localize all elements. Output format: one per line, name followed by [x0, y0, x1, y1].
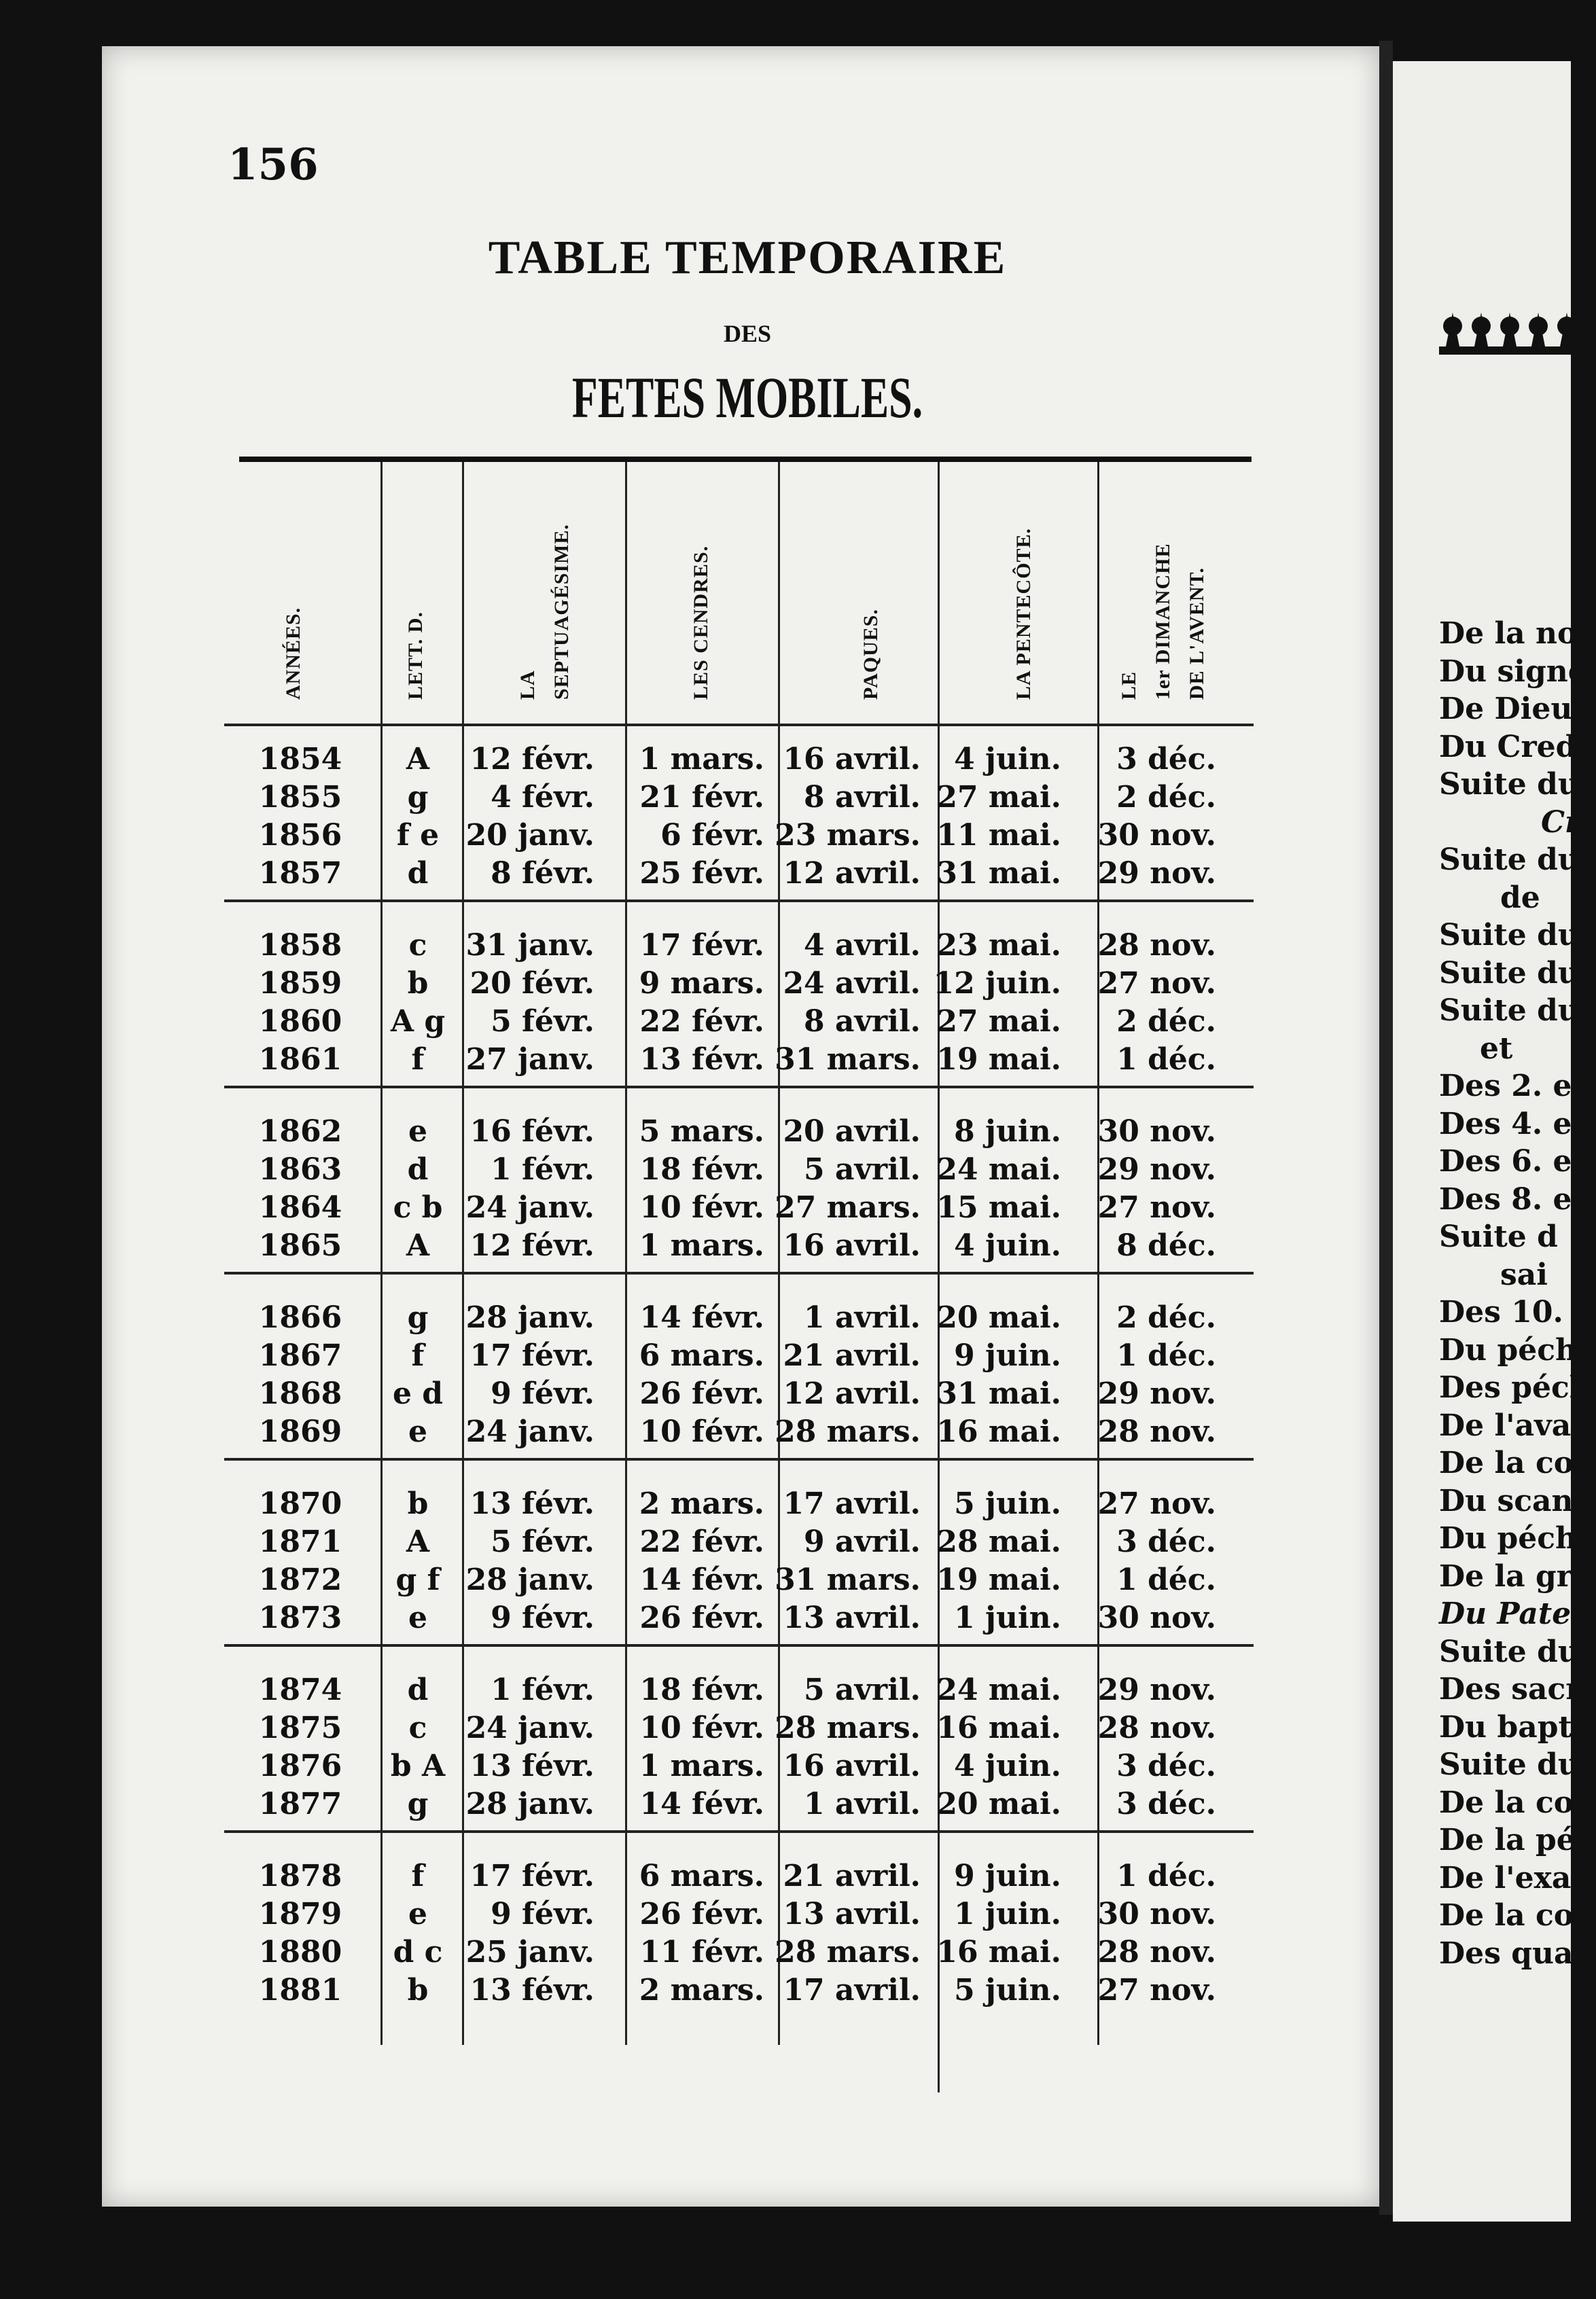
year-cell: 1877 [258, 1787, 342, 1821]
right-page-line: sai [1500, 1257, 1548, 1292]
date-cell: 16 avril. [783, 1749, 921, 1783]
date-cell: 31 mars. [775, 1042, 921, 1077]
date-cell: 20 avril. [783, 1114, 921, 1149]
right-page-line: Des sacr [1439, 1672, 1582, 1707]
year-cell: 1864 [258, 1190, 342, 1225]
date-cell: 8 juin. [954, 1114, 1061, 1149]
date-cell: g [407, 1787, 429, 1821]
date-cell: 9 févr. [491, 1601, 595, 1635]
date-cell: f [411, 1859, 425, 1893]
date-cell: 30 nov. [1097, 1897, 1216, 1931]
column-header: LA PENTECÔTE. [1012, 527, 1035, 700]
date-cell: 30 nov. [1097, 1601, 1216, 1635]
date-cell: 28 janv. [465, 1563, 595, 1597]
date-cell: 1 déc. [1116, 1338, 1216, 1373]
right-page-line: Des qual [1439, 1936, 1585, 1971]
date-cell: 17 févr. [469, 1338, 595, 1373]
date-cell: 4 févr. [491, 780, 595, 815]
date-cell: 11 févr. [639, 1935, 764, 1970]
year-cell: 1866 [258, 1300, 342, 1335]
right-page-line: De l'ava [1439, 1408, 1572, 1443]
date-cell: g [407, 1300, 429, 1335]
year-cell: 1868 [258, 1376, 342, 1411]
year-cell: 1881 [258, 1973, 342, 2008]
year-cell: 1865 [258, 1228, 342, 1263]
date-cell: 19 mai. [936, 1042, 1061, 1077]
right-page-line: De la pé [1439, 1823, 1576, 1857]
date-cell: 26 févr. [639, 1376, 764, 1411]
date-cell: 1 mars. [639, 1228, 764, 1263]
date-cell: 3 déc. [1116, 1787, 1216, 1821]
date-cell: 12 avril. [783, 1376, 921, 1411]
date-cell: 28 mars. [775, 1414, 921, 1449]
date-cell: 8 avril. [804, 1004, 921, 1039]
table-top-rule [239, 457, 1252, 462]
date-cell: e [408, 1114, 427, 1149]
date-cell: A [406, 1228, 430, 1263]
right-page-line: Du péch [1439, 1521, 1578, 1556]
date-cell: 28 mai. [936, 1525, 1061, 1559]
right-page-line: De Dieu [1439, 692, 1573, 726]
year-cell: 1874 [258, 1673, 342, 1707]
date-cell: b [407, 1973, 429, 2008]
column-header: LE [1118, 671, 1140, 700]
date-cell: 1 déc. [1116, 1563, 1216, 1597]
date-cell: 11 mai. [936, 818, 1061, 853]
date-cell: 24 janv. [465, 1190, 595, 1225]
date-cell: 4 juin. [954, 1749, 1061, 1783]
date-cell: 2 déc. [1116, 1004, 1216, 1039]
date-cell: 13 févr. [639, 1042, 764, 1077]
right-page-line: Suite du [1439, 993, 1580, 1028]
right-page-line: Des péch [1439, 1370, 1591, 1405]
date-cell: 5 févr. [491, 1525, 595, 1559]
date-cell: 28 nov. [1097, 1711, 1216, 1745]
year-cell: 1873 [258, 1601, 342, 1635]
date-cell: 19 mai. [936, 1563, 1061, 1597]
date-cell: 1 mars. [639, 1749, 764, 1783]
date-cell: b [407, 1486, 429, 1521]
date-cell: 13 févr. [469, 1973, 595, 2008]
date-cell: A [406, 742, 430, 777]
year-cell: 1856 [258, 818, 342, 853]
year-cell: 1858 [258, 928, 342, 963]
date-cell: 8 avril. [804, 780, 921, 815]
date-cell: 24 janv. [465, 1711, 595, 1745]
date-cell: 10 févr. [639, 1190, 764, 1225]
date-cell: 24 janv. [465, 1414, 595, 1449]
date-cell: 16 févr. [469, 1114, 595, 1149]
date-cell: 2 déc. [1116, 780, 1216, 815]
column-header: LES CENDRES. [690, 545, 712, 700]
date-cell: 2 déc. [1116, 1300, 1216, 1335]
right-page-line: De la gr [1439, 1558, 1572, 1594]
group-rule [224, 899, 1254, 902]
date-cell: 26 févr. [639, 1897, 764, 1931]
date-cell: d [407, 856, 429, 891]
book-gutter [1379, 41, 1393, 2215]
date-cell: 18 févr. [639, 1152, 764, 1187]
date-cell: 4 juin. [954, 742, 1061, 777]
year-cell: 1860 [258, 1004, 342, 1039]
date-cell: 21 avril. [783, 1859, 921, 1893]
date-cell: 13 févr. [469, 1486, 595, 1521]
date-cell: 30 nov. [1097, 818, 1216, 853]
year-cell: 1855 [258, 780, 342, 815]
group-rule [224, 1644, 1254, 1647]
date-cell: 13 févr. [469, 1749, 595, 1783]
date-cell: 21 févr. [639, 780, 764, 815]
date-cell: 28 nov. [1097, 1935, 1216, 1970]
right-page-line: Suite du [1439, 918, 1580, 952]
column-divider [938, 462, 940, 2092]
date-cell: 24 avril. [783, 966, 921, 1001]
right-page-line: de [1500, 880, 1540, 915]
date-cell: 5 févr. [491, 1004, 595, 1039]
date-cell: 3 déc. [1116, 742, 1216, 777]
right-page-line: Suite d [1439, 1219, 1558, 1254]
date-cell: 13 avril. [783, 1897, 921, 1931]
date-cell: 2 mars. [639, 1973, 764, 2008]
date-cell: e [408, 1414, 427, 1449]
right-page-line: Du Pater [1439, 1597, 1587, 1631]
right-page-line: Des 10. [1439, 1295, 1563, 1330]
date-cell: c [408, 1711, 427, 1745]
date-cell: 9 juin. [954, 1859, 1061, 1893]
date-cell: 31 janv. [465, 928, 595, 963]
date-cell: 18 févr. [639, 1673, 764, 1707]
date-cell: 23 mai. [936, 928, 1061, 963]
date-cell: 12 avril. [783, 856, 921, 891]
date-cell: 10 févr. [639, 1414, 764, 1449]
date-cell: 28 janv. [465, 1787, 595, 1821]
date-cell: c b [393, 1190, 443, 1225]
date-cell: 22 févr. [639, 1004, 764, 1039]
date-cell: 24 mai. [936, 1152, 1061, 1187]
right-page-line: De la no [1439, 616, 1578, 651]
date-cell: 12 févr. [469, 742, 595, 777]
year-cell: 1879 [258, 1897, 342, 1931]
date-cell: 1 févr. [491, 1152, 595, 1187]
date-cell: e d [392, 1376, 444, 1411]
year-cell: 1876 [258, 1749, 342, 1783]
right-page-line: Suite du [1439, 955, 1580, 991]
date-cell: 10 févr. [639, 1711, 764, 1745]
year-cell: 1862 [258, 1114, 342, 1149]
date-cell: 23 mars. [775, 818, 921, 853]
date-cell: 28 nov. [1097, 928, 1216, 963]
date-cell: d c [393, 1935, 443, 1970]
date-cell: 27 mars. [775, 1190, 921, 1225]
right-page-line: Du scand [1439, 1483, 1595, 1518]
year-cell: 1878 [258, 1859, 342, 1893]
date-cell: 17 févr. [639, 928, 764, 963]
right-page-line: De l'exar [1439, 1860, 1587, 1895]
date-cell: 17 févr. [469, 1859, 595, 1893]
date-cell: 27 nov. [1097, 1973, 1216, 2008]
date-cell: A [406, 1525, 430, 1559]
right-page-line: Des 4. e [1439, 1106, 1572, 1141]
right-page-line: Des 6. e [1439, 1144, 1572, 1179]
date-cell: 16 mai. [936, 1935, 1061, 1970]
date-cell: 31 mars. [775, 1563, 921, 1597]
date-cell: 16 mai. [936, 1414, 1061, 1449]
date-cell: 28 janv. [465, 1300, 595, 1335]
date-cell: 1 mars. [639, 742, 764, 777]
year-cell: 1863 [258, 1152, 342, 1187]
right-page-line: Cr [1541, 804, 1581, 840]
column-header: 1er DIMANCHE [1152, 543, 1174, 700]
right-page-line: De la co [1439, 1446, 1574, 1480]
column-header: LA [516, 670, 539, 700]
year-cell: 1870 [258, 1486, 342, 1521]
year-cell: 1867 [258, 1338, 342, 1373]
date-cell: 21 avril. [783, 1338, 921, 1373]
date-cell: 1 déc. [1116, 1042, 1216, 1077]
date-cell: f e [396, 818, 440, 853]
group-rule [224, 1272, 1254, 1275]
right-page-line: Du signe [1439, 654, 1587, 689]
date-cell: 29 nov. [1097, 1152, 1216, 1187]
date-cell: 1 déc. [1116, 1859, 1216, 1893]
date-cell: 4 juin. [954, 1228, 1061, 1263]
title-sub: FETES MOBILES. [571, 365, 923, 430]
right-page-line: De la co [1439, 1785, 1574, 1820]
date-cell: g f [395, 1563, 440, 1597]
year-cell: 1861 [258, 1042, 342, 1077]
column-header: LETT. D. [404, 611, 427, 700]
date-cell: 3 déc. [1116, 1749, 1216, 1783]
date-cell: 27 mai. [936, 1004, 1061, 1039]
date-cell: 27 nov. [1097, 1486, 1216, 1521]
date-cell: 16 avril. [783, 1228, 921, 1263]
date-cell: 5 juin. [954, 1973, 1061, 2008]
date-cell: 27 nov. [1097, 966, 1216, 1001]
right-page-line: Suite du [1439, 842, 1580, 877]
date-cell: 25 févr. [639, 856, 764, 891]
date-cell: 31 mai. [936, 1376, 1061, 1411]
date-cell: 26 févr. [639, 1601, 764, 1635]
date-cell: b [407, 966, 429, 1001]
date-cell: 1 juin. [954, 1897, 1061, 1931]
right-page-line: Suite du [1439, 1747, 1580, 1782]
date-cell: 27 mai. [936, 780, 1061, 815]
date-cell: 29 nov. [1097, 1376, 1216, 1411]
date-cell: 9 févr. [491, 1897, 595, 1931]
date-cell: 31 mai. [936, 856, 1061, 891]
date-cell: 9 juin. [954, 1338, 1061, 1373]
group-rule [224, 1830, 1254, 1833]
right-page-line: et [1480, 1031, 1513, 1066]
right-page-line: Des 8. e [1439, 1181, 1572, 1217]
date-cell: f [411, 1042, 425, 1077]
date-cell: d [407, 1152, 429, 1187]
title-connector: DES [723, 320, 772, 347]
date-cell: 22 févr. [639, 1525, 764, 1559]
date-cell: 2 mars. [639, 1486, 764, 1521]
date-cell: 5 avril. [804, 1152, 921, 1187]
year-cell: 1854 [258, 742, 342, 777]
date-cell: 20 mai. [936, 1300, 1061, 1335]
date-cell: 25 janv. [465, 1935, 595, 1970]
year-cell: 1872 [258, 1563, 342, 1597]
date-cell: 17 avril. [783, 1973, 921, 2008]
date-cell: 13 avril. [783, 1601, 921, 1635]
right-page-line: De la co [1439, 1898, 1574, 1933]
year-cell: 1875 [258, 1711, 342, 1745]
date-cell: A g [390, 1004, 446, 1039]
date-cell: 12 févr. [469, 1228, 595, 1263]
date-cell: 1 févr. [491, 1673, 595, 1707]
date-cell: 5 juin. [954, 1486, 1061, 1521]
date-cell: 30 nov. [1097, 1114, 1216, 1149]
date-cell: 9 févr. [491, 1376, 595, 1411]
ornament-border-icon [1439, 299, 1575, 360]
date-cell: b A [390, 1749, 446, 1783]
date-cell: 20 mai. [936, 1787, 1061, 1821]
year-cell: 1857 [258, 856, 342, 891]
header-rule [224, 724, 1254, 726]
date-cell: e [408, 1601, 427, 1635]
date-cell: 17 avril. [783, 1486, 921, 1521]
date-cell: f [411, 1338, 425, 1373]
group-rule [224, 1458, 1254, 1461]
right-page-line: Des 2. e [1439, 1069, 1572, 1103]
date-cell: 1 juin. [954, 1601, 1061, 1635]
right-page-line: Suite du [1439, 767, 1580, 802]
date-cell: 16 mai. [936, 1711, 1061, 1745]
date-cell: 14 févr. [639, 1300, 764, 1335]
date-cell: 28 mars. [775, 1711, 921, 1745]
date-cell: 8 déc. [1116, 1228, 1216, 1263]
column-header: PAQUES. [859, 609, 882, 700]
right-page-line: Du péche [1439, 1332, 1596, 1368]
date-cell: 27 janv. [465, 1042, 595, 1077]
date-cell: 1 avril. [804, 1300, 921, 1335]
date-cell: 15 mai. [936, 1190, 1061, 1225]
right-page-line: Du Cred [1439, 729, 1577, 764]
year-cell: 1871 [258, 1525, 342, 1559]
column-header: ANNÉES. [282, 607, 304, 700]
date-cell: 9 mars. [639, 966, 764, 1001]
title-main: TABLE TEMPORAIRE [488, 232, 1007, 284]
date-cell: 5 avril. [804, 1673, 921, 1707]
date-cell: c [408, 928, 427, 963]
date-cell: 4 avril. [804, 928, 921, 963]
column-header: DE L'AVENT. [1186, 567, 1208, 700]
date-cell: 12 juin. [933, 966, 1061, 1001]
right-page-line: Suite du [1439, 1634, 1580, 1669]
year-cell: 1869 [258, 1414, 342, 1449]
date-cell: 24 mai. [936, 1673, 1061, 1707]
page-number: 156 [228, 139, 319, 190]
date-cell: 6 mars. [639, 1859, 764, 1893]
group-rule [224, 1086, 1254, 1088]
date-cell: 14 févr. [639, 1563, 764, 1597]
date-cell: 28 nov. [1097, 1414, 1216, 1449]
date-cell: 1 avril. [804, 1787, 921, 1821]
year-cell: 1859 [258, 966, 342, 1001]
date-cell: 3 déc. [1116, 1525, 1216, 1559]
date-cell: 20 févr. [469, 966, 595, 1001]
date-cell: 8 févr. [491, 856, 595, 891]
date-cell: 9 avril. [804, 1525, 921, 1559]
date-cell: 29 nov. [1097, 856, 1216, 891]
date-cell: e [408, 1897, 427, 1931]
date-cell: 6 mars. [639, 1338, 764, 1373]
date-cell: 28 mars. [775, 1935, 921, 1970]
date-cell: 5 mars. [639, 1114, 764, 1149]
date-cell: 20 janv. [465, 818, 595, 853]
date-cell: g [407, 780, 429, 815]
date-cell: 6 févr. [660, 818, 764, 853]
date-cell: 29 nov. [1097, 1673, 1216, 1707]
date-cell: 27 nov. [1097, 1190, 1216, 1225]
column-header: SEPTUAGÉSIME. [550, 524, 573, 700]
date-cell: 16 avril. [783, 742, 921, 777]
right-page-line: Du bapte [1439, 1709, 1591, 1745]
date-cell: d [407, 1673, 429, 1707]
year-cell: 1880 [258, 1935, 342, 1970]
date-cell: 14 févr. [639, 1787, 764, 1821]
